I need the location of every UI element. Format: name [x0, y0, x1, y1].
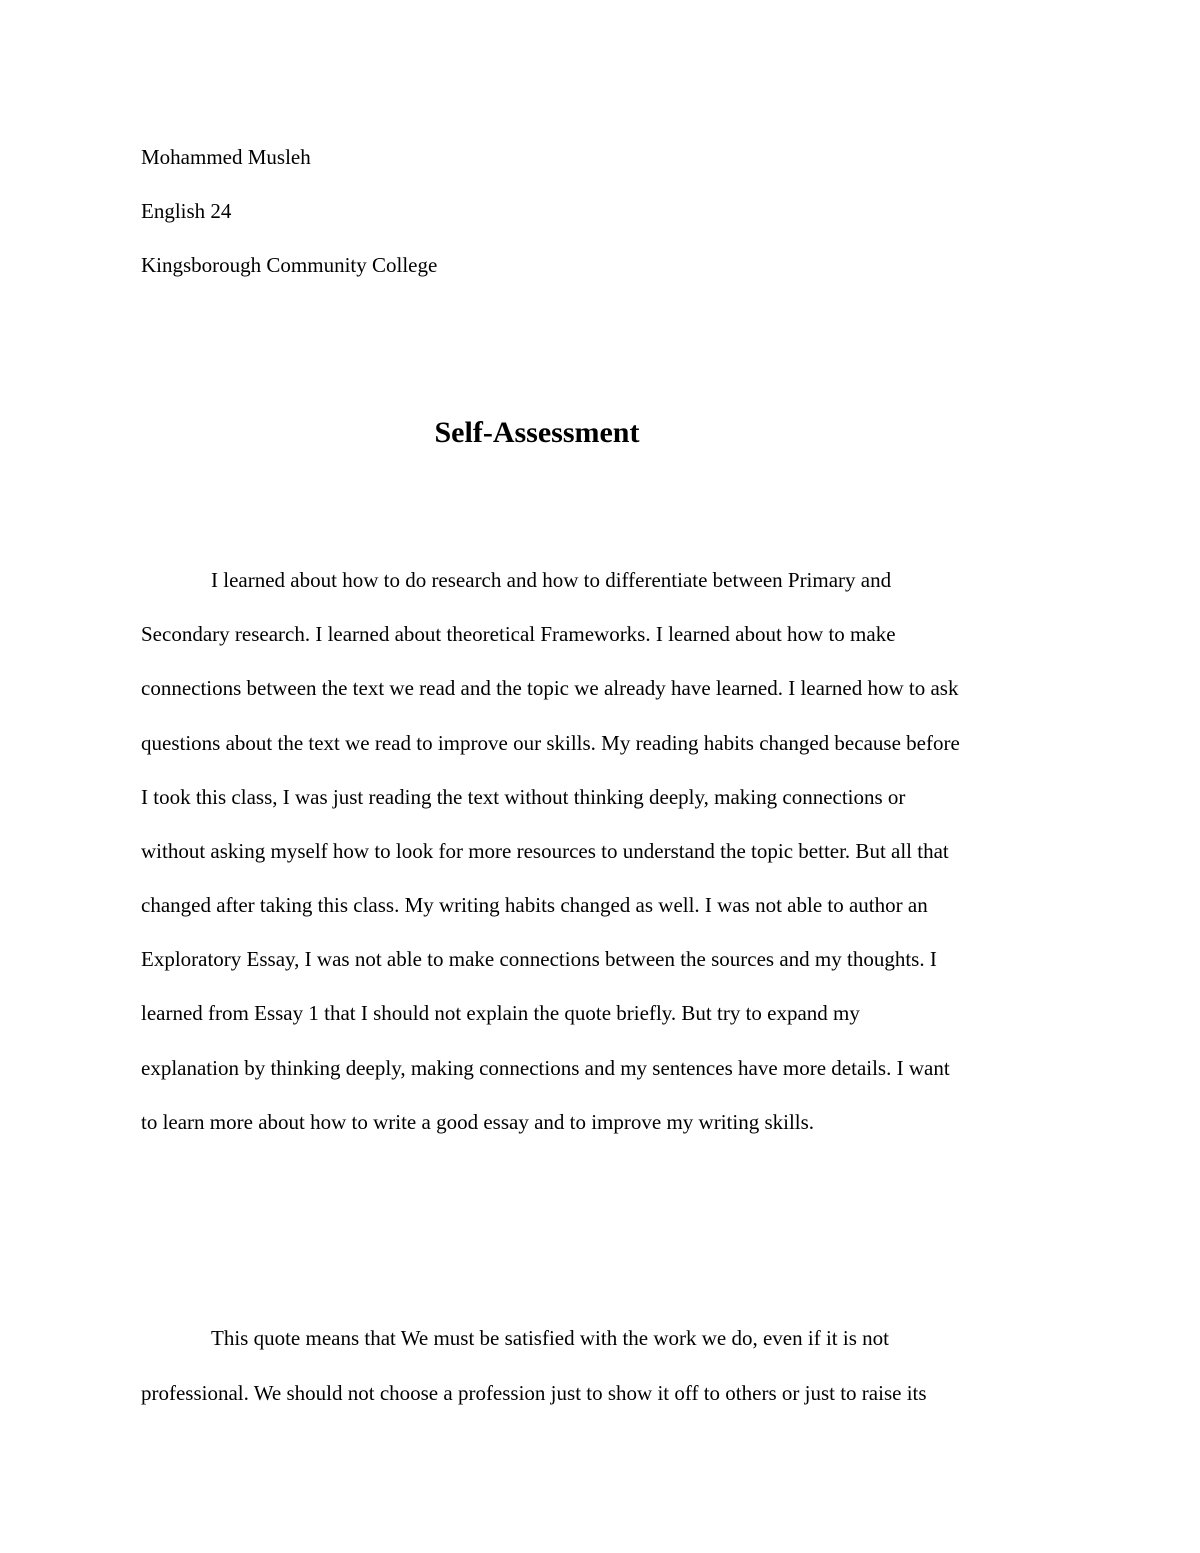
paragraph-line: changed after taking this class. My writing habits changed as well. I was not able to author an — [141, 893, 928, 917]
paragraph-line: questions about the text we read to improve our skills. My reading habits changed because before — [141, 731, 960, 755]
paragraph-line: Secondary research. I learned about theoretical Frameworks. I learned about how to make — [141, 622, 896, 646]
document-title: Self-Assessment — [434, 416, 640, 449]
institution-name: Kingsborough Community College — [141, 253, 438, 277]
paragraph-line: Exploratory Essay, I was not able to make connections between the sources and my thoughts. I — [141, 947, 937, 971]
paragraph-line: professional. We should not choose a profession just to show it off to others or just to raise its — [141, 1381, 927, 1405]
paragraph-line: learned from Essay 1 that I should not explain the quote briefly. But try to expand my — [141, 1001, 860, 1025]
paragraph-line: explanation by thinking deeply, making connections and my sentences have more details. I want — [141, 1056, 950, 1080]
paragraph-line: without asking myself how to look for more resources to understand the topic better. But all that — [141, 839, 949, 863]
paragraph-line: I learned about how to do research and how to differentiate between Primary and — [211, 568, 892, 592]
paragraph-line: This quote means that We must be satisfied with the work we do, even if it is not — [211, 1326, 889, 1350]
paragraph-line: connections between the text we read and the topic we already have learned. I learned how to ask — [141, 676, 959, 700]
author-name: Mohammed Musleh — [141, 145, 311, 169]
course-name: English 24 — [141, 199, 232, 223]
paragraph-line: to learn more about how to write a good essay and to improve my writing skills. — [141, 1110, 815, 1134]
paragraph-line: I took this class, I was just reading the text without thinking deeply, making connections or — [141, 785, 906, 809]
